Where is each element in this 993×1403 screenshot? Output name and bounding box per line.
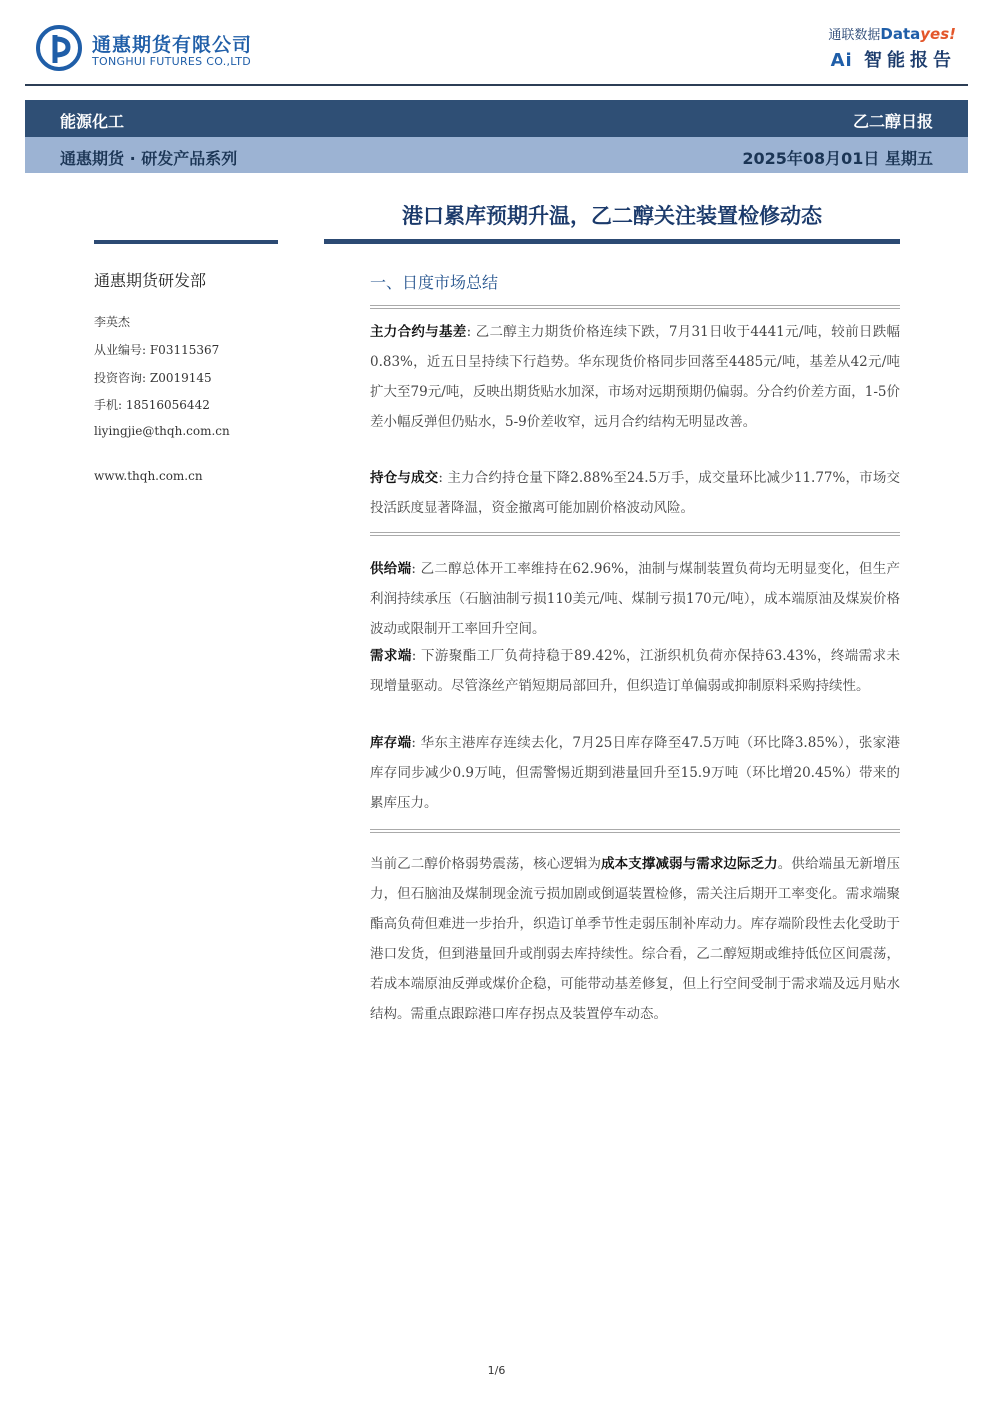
report-type: 乙二醇日报 [852,112,933,131]
title-rule [324,239,900,244]
summary-highlight: 成本支撑减弱与需求边际乏力 [601,856,778,872]
sidebar-rule [94,240,278,244]
report-date: 2025年08月01日 星期五 [742,149,933,168]
summary-post: 。供给端虽无新增压力，但石脑油及煤制现金流亏损加剧或倒逼装置检修，需关注后期开工率变化。需求端聚酯高负荷但难进一步抬升，织造订单季节性走弱压制补库动力。库存端阶段性去化受助于港口发货，但到港量回升或削弱去库持续性。综合看，乙二醇短期或维持低位区间震荡，若成本端原油反弹或煤价企稳，可能带动基差修复，但上行空间受制于需求端及远月贴水结构。需重点跟踪港口库存拐点及装置停车动态。 [370,856,901,1022]
company-name-cn: 通惠期货有限公司 [92,34,253,56]
ai-mark: Ai [830,50,853,71]
report-title: 港口累库预期升温，乙二醇关注装置检修动态 [402,204,822,228]
website-link[interactable]: www.thqh.com.cn [94,469,203,483]
label-supply: 供给端 [370,561,412,577]
divider-3 [370,829,900,833]
text-demand: : 下游聚酯工厂负荷持稳于89.42%，江浙织机负荷亦保持63.43%，终端需求未现增量驱动。尽管涤丝产销短期局部回升，但织造订单偏弱或抑制原料采购持续性。 [370,648,901,694]
datayes-yes: yes! [920,25,956,43]
category-label: 能源化工 [60,112,125,131]
divider-2 [370,532,900,536]
phone-number: 手机: 18516056442 [94,398,210,412]
text-position-volume: : 主力合约持仓量下降2.88%至24.5万手，成交量环比减少11.77%，市场交投活跃度显著降温，资金撤离可能加剧价格波动风险。 [370,470,901,516]
paragraph-demand [370,641,900,701]
section-heading: 一、日度市场总结 [370,273,499,292]
email-link[interactable]: liyingjie@thqh.com.cn [94,424,230,438]
tonghui-logo-icon [36,25,82,71]
company-name-en: TONGHUI FUTURES CO.,LTD [92,55,252,68]
summary-pre: 当前乙二醇价格弱势震荡，核心逻辑为 [370,856,602,872]
text-inventory: : 华东主港库存连续去化，7月25日库存降至47.5万吨（环比降3.85%），张家港库存同步减少0.9万吨，但需警惕近期到港量回升至15.9万吨（环比增20.45%）带来的累库压力。 [370,735,900,811]
paragraph-summary [370,849,900,1029]
ai-report-text: 智能报告 [864,50,956,71]
research-dept: 通惠期货研发部 [94,271,207,290]
paragraph-position-volume [370,463,900,523]
datayes-prefix: 通联数据 [828,28,881,43]
license-number: 从业编号: F03115367 [94,343,220,357]
paragraph-contract-basis [370,317,900,437]
ai-report-label [831,46,956,72]
paragraph-inventory [370,728,900,818]
datayes-brand [828,24,956,43]
header-rule [25,84,968,86]
text-contract-basis: : 乙二醇主力期货价格连续下跌，7月31日收于4441元/吨，较前日跌幅0.83%，近五日呈持续下行趋势。华东现货价格同步回落至4485元/吨，基差从42元/吨扩大至79元/吨，反映出期货贴水加深，市场对远期预期仍偏弱。分合约价差方面，1-5价差小幅反弹但仍贴水，5-9价差收窄，远月合约结构无明显改善。 [370,324,900,430]
banner-top [25,100,968,137]
label-demand: 需求端 [370,648,412,664]
series-label: 通惠期货 · 研发产品系列 [60,149,238,168]
datayes-data: Data [880,25,921,43]
label-contract-basis: 主力合约与基差 [370,324,467,340]
page-number: 1/6 [487,1364,506,1377]
label-inventory: 库存端 [370,735,412,751]
analyst-name: 李英杰 [94,315,131,329]
text-supply: : 乙二醇总体开工率维持在62.96%，油制与煤制装置负荷均无明显变化，但生产利润持续承压（石脑油制亏损110美元/吨、煤制亏损170元/吨），成本端原油及煤炭价格波动或限制开工率回升空间。 [370,561,900,637]
paragraph-supply [370,554,900,644]
label-position-volume: 持仓与成交 [370,470,439,486]
consult-number: 投资咨询: Z0019145 [94,371,212,385]
section-divider [370,305,900,309]
